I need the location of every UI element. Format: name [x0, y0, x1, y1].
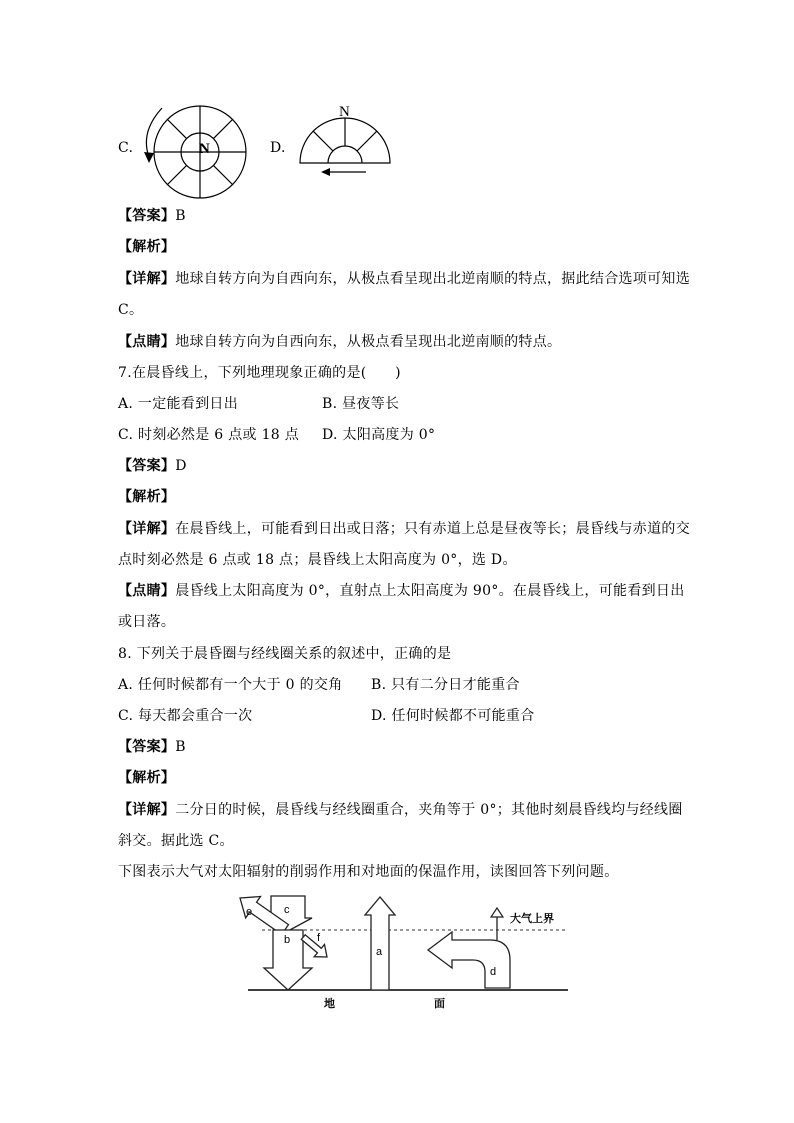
option-d-diagram	[295, 98, 395, 180]
atmosphere-diagram	[230, 888, 575, 1013]
q7-answer	[118, 456, 187, 476]
q7-detail-line-1	[118, 519, 690, 539]
answer-value: D	[175, 458, 187, 474]
arrowhead-icon	[321, 168, 330, 176]
answer-tag: 【答案】	[118, 739, 176, 755]
arrow-c-label: c	[284, 904, 290, 916]
q7-option-b: B. 昼夜等长	[322, 396, 400, 412]
option-d-label: D.	[270, 140, 286, 156]
figure-intro: 下图表示大气对太阳辐射的削弱作用和对地面的保温作用，读图回答下列问题。	[118, 864, 619, 880]
atmosphere-top-label: 大气上界	[510, 913, 554, 925]
q7-option-d: D. 太阳高度为 0°	[322, 427, 436, 443]
q6-analysis	[118, 237, 175, 257]
arrow-a-label: a	[376, 946, 383, 958]
arrow-d-label: d	[490, 966, 497, 978]
q7-stem: 7.在晨昏线上，下列地理现象正确的是( )	[118, 365, 401, 381]
detail-text: 地球自转方向为自西向东，从极点看呈现出北逆南顺的特点，据此结合选项可知选	[175, 271, 691, 287]
analysis-tag: 【解析】	[118, 770, 176, 786]
diagonal-line	[213, 120, 232, 139]
detail-tag: 【详解】	[118, 521, 176, 537]
ground-label-1: 地	[324, 998, 335, 1010]
q7-analysis	[118, 487, 175, 507]
detail-tag: 【详解】	[118, 271, 176, 287]
ground-label-2: 面	[434, 998, 445, 1010]
q6-note	[118, 332, 561, 352]
analysis-tag: 【解析】	[118, 239, 176, 255]
q8-detail-line-2: 斜交。据此选 C。	[118, 833, 234, 849]
analysis-tag: 【解析】	[118, 489, 176, 505]
diagonal-line	[168, 165, 187, 184]
note-tag: 【点睛】	[118, 334, 176, 350]
q8-answer	[118, 737, 186, 757]
q6-detail-line-1	[118, 269, 690, 289]
inner-semicircle	[328, 146, 362, 163]
q7-option-a: A. 一定能看到日出	[118, 396, 239, 412]
option-c-diagram	[140, 100, 255, 205]
arrow-d-up-icon	[491, 908, 503, 917]
q6-detail-line-2: C。	[118, 302, 144, 318]
q8-option-a: A. 任何时候都有一个大于 0 的交角	[118, 677, 343, 693]
note-text: 地球自转方向为自西向东，从极点看呈现出北逆南顺的特点。	[175, 334, 562, 350]
radial-line	[357, 131, 377, 151]
q8-analysis	[118, 768, 175, 788]
answer-value: B	[175, 208, 186, 224]
answer-tag: 【答案】	[118, 208, 176, 224]
q8-stem: 8. 下列关于晨昏圈与经线圈关系的叙述中，正确的是	[118, 646, 452, 662]
q8-option-c: C. 每天都会重合一次	[118, 708, 253, 724]
arrow-d-icon	[428, 932, 510, 988]
q7-option-c: C. 时刻必然是 6 点或 18 点	[118, 427, 300, 443]
arrow-e-label: e	[246, 906, 253, 918]
q7-detail-line-2: 点时刻必然是 6 点或 18 点；晨昏线上太阳高度为 0°，选 D。	[118, 552, 517, 568]
q6-answer	[118, 206, 186, 226]
answer-value: B	[175, 739, 186, 755]
arrow-f-label: f	[317, 932, 321, 944]
option-c-label: C.	[118, 140, 134, 156]
arrow-b-label: b	[284, 934, 291, 946]
detail-tag: 【详解】	[118, 802, 176, 818]
q7-note-line-1	[118, 581, 685, 601]
north-label: N	[199, 141, 210, 157]
q8-detail-line-1	[118, 800, 683, 820]
note-tag: 【点睛】	[118, 583, 176, 599]
radial-line	[313, 131, 333, 151]
diagonal-line	[168, 120, 187, 139]
arrowhead-icon	[144, 152, 154, 163]
answer-tag: 【答案】	[118, 458, 176, 474]
q8-option-b: B. 只有二分日才能重合	[371, 677, 520, 693]
q7-note-line-2: 或日落。	[118, 614, 176, 630]
detail-text: 二分日的时候，晨昏线与经线圈重合，夹角等于 0°；其他时刻晨昏线均与经线圈	[175, 802, 683, 818]
north-label: N	[339, 104, 350, 120]
detail-text: 在晨昏线上，可能看到日出或日落；只有赤道上总是昼夜等长；晨昏线与赤道的交	[175, 521, 691, 537]
diagonal-line	[213, 165, 232, 184]
arrow-a-icon	[365, 897, 395, 990]
q8-option-d: D. 任何时候都不可能重合	[371, 708, 535, 724]
note-text: 晨昏线上太阳高度为 0°，直射点上太阳高度为 90°。在晨昏线上，可能看到日出	[175, 583, 685, 599]
